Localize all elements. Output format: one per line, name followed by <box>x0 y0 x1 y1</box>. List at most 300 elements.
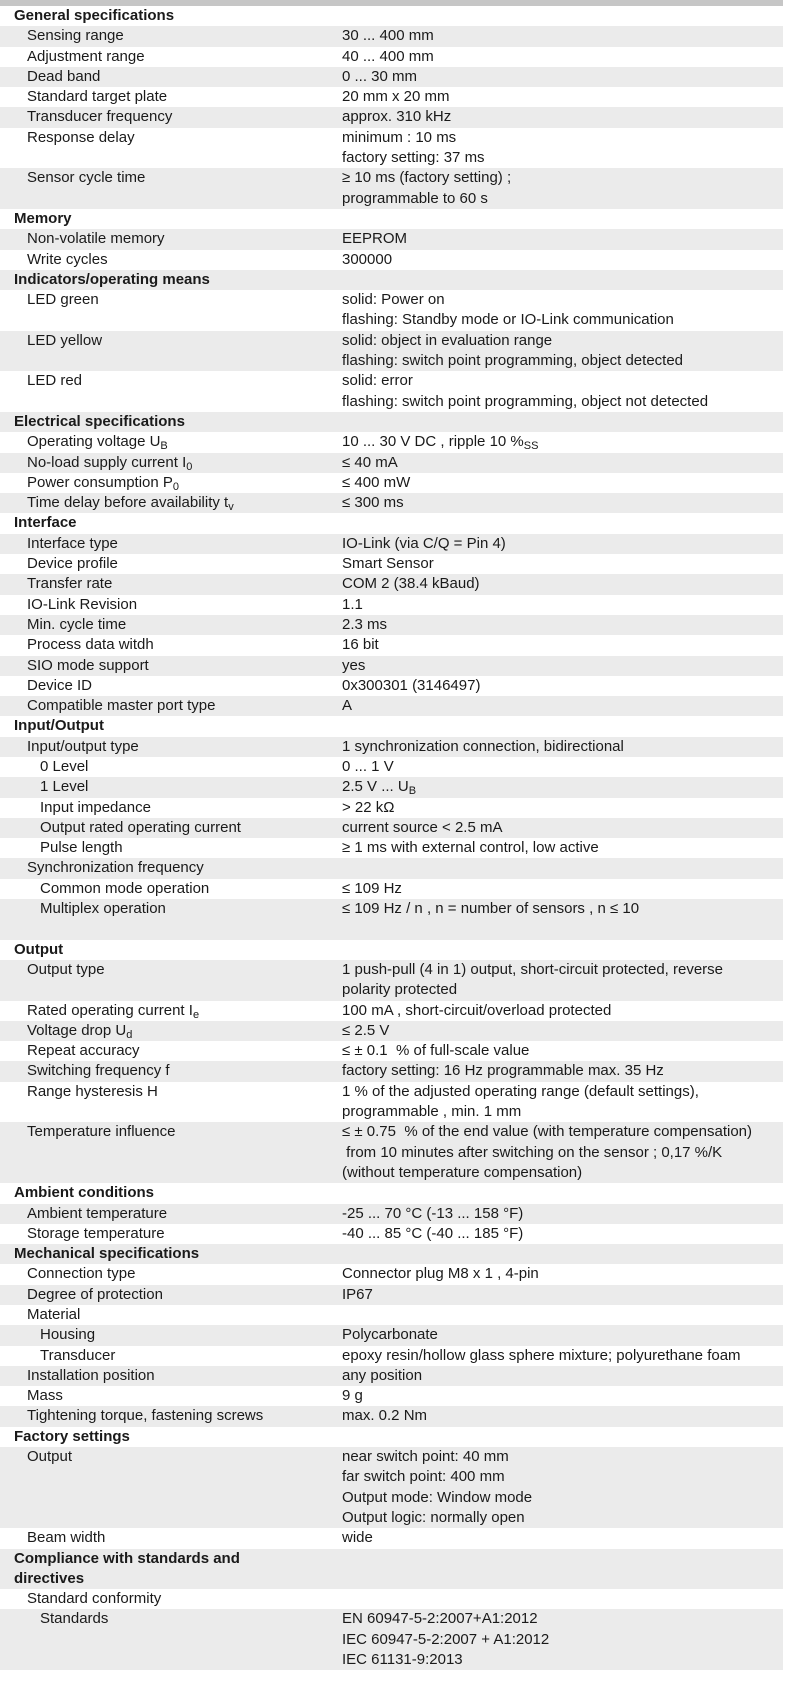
symbol: t <box>219 494 229 512</box>
value-line: ≤ 300 ms <box>342 494 404 512</box>
label-text: Process data witdh <box>27 636 154 654</box>
spec-value <box>342 858 783 878</box>
spec-value <box>342 107 783 127</box>
label-text: Adjustment range <box>27 47 145 65</box>
label-text: Sensing range <box>27 27 124 45</box>
spec-value <box>342 229 783 249</box>
spec-row <box>0 371 783 412</box>
section-header-row <box>0 412 783 432</box>
spec-value <box>342 87 783 107</box>
label-text: Input/Output <box>14 717 104 735</box>
label-text: Ambient temperature <box>27 1204 168 1222</box>
spec-label <box>0 1001 342 1021</box>
spec-value <box>342 371 783 412</box>
value-line: 10 ... 30 V DC , ripple 10 $\%_{SS}$ <box>342 433 539 453</box>
spec-value <box>342 635 783 655</box>
value-line: ≤ 400 mW <box>342 473 411 491</box>
label-text: LED green <box>27 291 99 309</box>
spec-row <box>0 1406 783 1426</box>
spec-value <box>342 1366 783 1386</box>
spec-value <box>342 1204 783 1224</box>
spec-row <box>0 1264 783 1284</box>
spec-row <box>0 26 783 46</box>
label-text: Non-volatile memory <box>27 230 165 248</box>
value-line: IEC 61131-9:2013 <box>342 1651 463 1669</box>
spec-value <box>342 1021 783 1041</box>
section-header-row <box>0 1549 783 1590</box>
spec-label <box>0 1224 342 1244</box>
spec-value <box>342 1244 783 1264</box>
spec-label <box>0 1528 342 1548</box>
label-text: Response delay <box>27 128 135 146</box>
spec-value <box>342 1305 783 1325</box>
spec-row <box>0 107 783 127</box>
spec-row <box>0 87 783 107</box>
spec-value <box>342 493 783 513</box>
value-line: 2.3 ms <box>342 615 388 633</box>
subscript: SS <box>523 440 539 453</box>
section-header-row <box>0 6 783 26</box>
section-header-row <box>0 270 783 290</box>
spec-value <box>342 1224 783 1244</box>
section-title <box>0 270 342 290</box>
subscript: 0 <box>186 460 193 473</box>
value-line: 1 synchronization connection, bidirectional <box>342 737 624 755</box>
spec-row <box>0 899 783 940</box>
label-text: 0 Level <box>40 757 89 775</box>
label-text: Output <box>14 940 64 958</box>
subscript: v <box>228 501 234 514</box>
spec-label <box>0 229 342 249</box>
spec-value <box>342 1406 783 1426</box>
spec-label <box>0 371 342 412</box>
spec-value <box>342 1061 783 1081</box>
spec-row <box>0 67 783 87</box>
value-line: 9 g <box>342 1387 363 1405</box>
label-text: Switching frequency f <box>27 1062 170 1080</box>
spec-label <box>0 858 342 878</box>
spec-row <box>0 676 783 696</box>
section-title <box>0 513 342 533</box>
spec-label <box>0 107 342 127</box>
section-title <box>0 209 342 229</box>
label-text: Standard target plate <box>27 88 168 106</box>
value-line: -40 ... 85 °C (-40 ... 185 °F) <box>342 1224 524 1242</box>
label-text: Interface <box>14 514 77 532</box>
spec-label <box>0 128 342 169</box>
spec-row <box>0 615 783 635</box>
spec-row <box>0 1528 783 1548</box>
section-title <box>0 1183 342 1203</box>
spec-row <box>0 1041 783 1061</box>
value-line: EN 60947-5-2:2007+A1:2012 <box>342 1610 538 1628</box>
label-text: LED yellow <box>27 331 103 349</box>
spec-value <box>342 1041 783 1061</box>
value-line: epoxy resin/hollow glass sphere mixture; polyurethane foam <box>342 1346 741 1364</box>
label-text: Multiplex operation <box>40 900 166 918</box>
spec-value <box>342 1549 783 1590</box>
label-text: Time delay before availability <box>27 494 220 512</box>
spec-label <box>0 879 342 899</box>
spec-value <box>342 1589 783 1609</box>
spec-value <box>342 960 783 1001</box>
spec-row <box>0 838 783 858</box>
spec-row <box>0 1224 783 1244</box>
spec-row <box>0 595 783 615</box>
subscript: d <box>126 1028 133 1041</box>
spec-value <box>342 453 783 473</box>
label-text: Beam width <box>27 1529 106 1547</box>
value-line: IO-Link (via C/Q = Pin 4) <box>342 534 506 552</box>
label-text: Input/output type <box>27 737 139 755</box>
spec-value <box>342 473 783 493</box>
symbol: I <box>177 453 187 471</box>
spec-row <box>0 777 783 797</box>
spec-label <box>0 757 342 777</box>
spec-value <box>342 777 783 797</box>
spec-value <box>342 737 783 757</box>
spec-label <box>0 1325 342 1345</box>
value-line: ≤ 40 mA <box>342 453 398 471</box>
spec-value <box>342 899 783 940</box>
spec-row <box>0 798 783 818</box>
label-text: Mechanical specifications <box>14 1245 200 1263</box>
value-line: Polycarbonate <box>342 1326 438 1344</box>
label-text: Mass <box>27 1387 63 1405</box>
value-line: ≤ ± 0.75 % of the end value (with temperature compensation) <box>342 1123 753 1141</box>
value-line: ≤ 2.5 V <box>342 1021 390 1039</box>
label-text: Ambient conditions <box>14 1184 154 1202</box>
value-line: solid: object in evaluation range <box>342 331 553 349</box>
value-line: ≤ ± 0.1 % of full-scale value <box>342 1042 530 1060</box>
spec-value <box>342 1122 783 1183</box>
spec-row <box>0 331 783 372</box>
spec-label <box>0 534 342 554</box>
spec-value <box>342 1346 783 1366</box>
spec-row <box>0 696 783 716</box>
value-line: near switch point: 40 mm <box>342 1448 509 1466</box>
spec-label <box>0 595 342 615</box>
spec-row <box>0 534 783 554</box>
subscript: 0 <box>172 480 180 493</box>
spec-row <box>0 432 783 452</box>
spec-value <box>342 290 783 331</box>
spec-label <box>0 818 342 838</box>
label-text: Memory <box>14 209 72 227</box>
spec-row <box>0 1204 783 1224</box>
spec-row <box>0 1285 783 1305</box>
spec-value <box>342 250 783 270</box>
label-text: Compatible master port type <box>27 697 216 715</box>
spec-value <box>342 1447 783 1528</box>
spec-value <box>342 1325 783 1345</box>
spec-label <box>0 290 342 331</box>
spec-row <box>0 737 783 757</box>
spec-value <box>342 879 783 899</box>
label-text: Output rated operating current <box>40 818 241 836</box>
spec-value <box>342 128 783 169</box>
value-line: solid: Power on <box>342 291 445 309</box>
value-line: 0 ... 1 V <box>342 757 394 775</box>
value-line: max. 0.2 Nm <box>342 1407 428 1425</box>
spec-row <box>0 635 783 655</box>
spec-value <box>342 696 783 716</box>
value-line: IEC 60947-5-2:2007 + A1:2012 <box>342 1630 550 1648</box>
value-line: ≤ 109 Hz <box>342 879 402 897</box>
spec-label <box>0 26 342 46</box>
spec-value <box>342 412 783 432</box>
spec-row <box>0 1447 783 1528</box>
value-line: -25 ... 70 °C (-13 ... 158 °F) <box>342 1204 524 1222</box>
label-text: Power consumption <box>27 473 159 491</box>
value-line: factory setting: 37 ms <box>342 149 485 167</box>
spec-label <box>0 87 342 107</box>
spec-row <box>0 656 783 676</box>
spec-row <box>0 290 783 331</box>
spec-label <box>0 1122 342 1183</box>
symbol: U <box>145 433 161 451</box>
spec-row <box>0 168 783 209</box>
spec-value <box>342 534 783 554</box>
value-line: Smart Sensor <box>342 555 434 573</box>
value-line: COM 2 (38.4 kBaud) <box>342 575 480 593</box>
section-title <box>0 1549 342 1590</box>
label-text: LED red <box>27 372 83 390</box>
value-line: 40 ... 400 mm <box>342 47 434 65</box>
spec-row <box>0 47 783 67</box>
spec-value <box>342 432 783 452</box>
value-line: polarity protected <box>342 981 458 999</box>
value-line: minimum : 10 ms <box>342 128 457 146</box>
spec-label <box>0 168 342 209</box>
spec-label <box>0 960 342 1001</box>
section-title <box>0 1244 342 1264</box>
value-line: Output mode: Window mode <box>342 1488 533 1506</box>
spec-label <box>0 676 342 696</box>
spec-label <box>0 1366 342 1386</box>
label-text: Standard conformity <box>27 1590 162 1608</box>
label-text: Factory settings <box>14 1427 130 1445</box>
label-text: Write cycles <box>27 250 108 268</box>
label-text: Installation position <box>27 1366 155 1384</box>
label-text: Input impedance <box>40 798 151 816</box>
spec-label <box>0 1386 342 1406</box>
spec-value <box>342 6 783 26</box>
spec-value <box>342 716 783 736</box>
label-text: Output <box>27 1448 73 1466</box>
spec-value <box>342 1264 783 1284</box>
label-text: Min. cycle time <box>27 615 127 633</box>
label-text: Storage temperature <box>27 1224 165 1242</box>
value-line: yes <box>342 656 366 674</box>
spec-value <box>342 270 783 290</box>
spec-label <box>0 1204 342 1224</box>
spec-label <box>0 1021 342 1041</box>
section-title <box>0 412 342 432</box>
spec-label <box>0 1041 342 1061</box>
section-header-row <box>0 1427 783 1447</box>
spec-value <box>342 615 783 635</box>
section-title <box>0 6 342 26</box>
spec-label <box>0 1609 342 1670</box>
spec-label <box>0 1264 342 1284</box>
section-header-row <box>0 209 783 229</box>
value-line: programmable , min. 1 mm <box>342 1103 522 1121</box>
value-line: > 22 kΩ <box>342 798 395 816</box>
label-text: Device ID <box>27 676 93 694</box>
spec-row <box>0 858 783 878</box>
label-text: Device profile <box>27 555 118 573</box>
spec-value <box>342 513 783 533</box>
value-line: 1.1 <box>342 595 363 613</box>
label-text: Common mode operation <box>40 879 210 897</box>
spec-value <box>342 47 783 67</box>
spec-row <box>0 473 783 493</box>
label-text: Rated operating current <box>27 1001 185 1019</box>
value-line: ≥ 1 ms with external control, low active <box>342 839 599 857</box>
value-line: 0 ... 30 mm <box>342 67 418 85</box>
value-line: 1 % of the adjusted operating range (default settings), <box>342 1082 699 1100</box>
spec-row <box>0 818 783 838</box>
label-text: Material <box>27 1306 81 1323</box>
value-line: programmable to 60 s <box>342 189 488 207</box>
label-text: Indicators/operating means <box>14 270 210 288</box>
spec-label <box>0 554 342 574</box>
spec-row <box>0 453 783 473</box>
label-text: Dead band <box>27 67 101 85</box>
spec-value <box>342 1528 783 1548</box>
spec-row <box>0 960 783 1001</box>
label-text: Housing <box>40 1326 96 1344</box>
spec-value <box>342 1427 783 1447</box>
value-line: 1 push-pull (4 in 1) output, short-circuit protected, reverse <box>342 960 724 978</box>
label-text: Pulse length <box>40 839 123 857</box>
spec-label <box>0 696 342 716</box>
label-text: Degree of protection <box>27 1285 163 1303</box>
spec-value <box>342 818 783 838</box>
value-line: 100 mA , short-circuit/overload protected <box>342 1001 612 1019</box>
spec-label <box>0 331 342 372</box>
spec-label <box>0 615 342 635</box>
spec-row <box>0 554 783 574</box>
spec-value <box>342 1001 783 1021</box>
spec-value <box>342 67 783 87</box>
label-text: 1 Level <box>40 778 89 796</box>
value-line: 30 ... 400 mm <box>342 27 434 45</box>
spec-row <box>0 1386 783 1406</box>
spec-label <box>0 1346 342 1366</box>
value-line: 16 bit <box>342 636 379 654</box>
spec-value <box>342 798 783 818</box>
spec-label <box>0 47 342 67</box>
label-text: Electrical specifications <box>14 412 185 430</box>
section-header-row <box>0 1244 783 1264</box>
value-line: (without temperature compensation) <box>342 1163 583 1181</box>
spec-value <box>342 574 783 594</box>
value-line: EEPROM <box>342 230 408 248</box>
value-line: IP67 <box>342 1285 373 1303</box>
spec-value <box>342 168 783 209</box>
section-header-row <box>0 940 783 960</box>
spec-row <box>0 1609 783 1670</box>
label-text: Output type <box>27 960 105 978</box>
spec-row <box>0 1082 783 1123</box>
spec-label <box>0 798 342 818</box>
spec-value <box>342 656 783 676</box>
spec-label <box>0 1305 342 1325</box>
spec-value <box>342 1609 783 1670</box>
value-line: approx. 310 kHz <box>342 108 452 126</box>
label-text: Standards <box>40 1610 109 1628</box>
spec-row <box>0 128 783 169</box>
spec-row <box>0 493 783 513</box>
spec-row <box>0 757 783 777</box>
spec-row <box>0 229 783 249</box>
subscript: B <box>408 785 417 798</box>
value-line: 2.5 V ... $U_B$ <box>342 778 417 798</box>
spec-value <box>342 26 783 46</box>
section-header-row <box>0 513 783 533</box>
symbol: I <box>184 1001 193 1019</box>
spec-label <box>0 453 342 473</box>
value-line: far switch point: 400 mm <box>342 1468 505 1486</box>
label-text: SIO mode support <box>27 656 149 674</box>
spec-row <box>0 1589 783 1609</box>
value-line: 20 mm x 20 mm <box>342 88 450 106</box>
spec-label <box>0 574 342 594</box>
spec-value <box>342 676 783 696</box>
spec-label <box>0 777 342 797</box>
value-line: 0x300301 (3146497) <box>342 676 481 694</box>
spec-row <box>0 1305 783 1325</box>
value-line: flashing: switch point programming, object not detected <box>342 392 709 410</box>
spec-row <box>0 574 783 594</box>
label-text: No-load supply current <box>27 453 178 471</box>
value-line: any position <box>342 1366 423 1384</box>
section-title <box>0 1427 342 1447</box>
spec-value <box>342 940 783 960</box>
spec-label <box>0 1082 342 1123</box>
subscript: B <box>160 440 168 453</box>
value-line: ≤ 109 Hz / n , n = number of sensors , n ≤ 10 <box>342 900 640 918</box>
value-line: flashing: Standby mode or IO-Link communication <box>342 311 674 329</box>
value-line: current source < 2.5 mA <box>342 818 503 836</box>
section-title <box>0 716 342 736</box>
spec-value <box>342 838 783 858</box>
specification-table <box>0 6 783 1670</box>
value-line: wide <box>342 1529 373 1547</box>
spec-label <box>0 899 342 940</box>
spec-value <box>342 554 783 574</box>
spec-label <box>0 838 342 858</box>
value-line: Output logic: normally open <box>342 1508 525 1526</box>
label-text: Repeat accuracy <box>27 1042 140 1060</box>
value-line: flashing: switch point programming, object detected <box>342 352 684 370</box>
label-text: Sensor cycle time <box>27 169 146 187</box>
spec-value <box>342 1285 783 1305</box>
spec-label <box>0 1061 342 1081</box>
value-line: 300000 <box>342 250 393 268</box>
value-line: from 10 minutes after switching on the sensor ; 0,17 %/K <box>342 1143 723 1161</box>
section-header-row <box>0 716 783 736</box>
spec-label <box>0 656 342 676</box>
spec-value <box>342 331 783 372</box>
spec-row <box>0 1122 783 1183</box>
label-text: Compliance with standards and directives <box>14 1549 240 1587</box>
spec-label <box>0 635 342 655</box>
spec-label <box>0 1406 342 1426</box>
spec-value <box>342 1386 783 1406</box>
